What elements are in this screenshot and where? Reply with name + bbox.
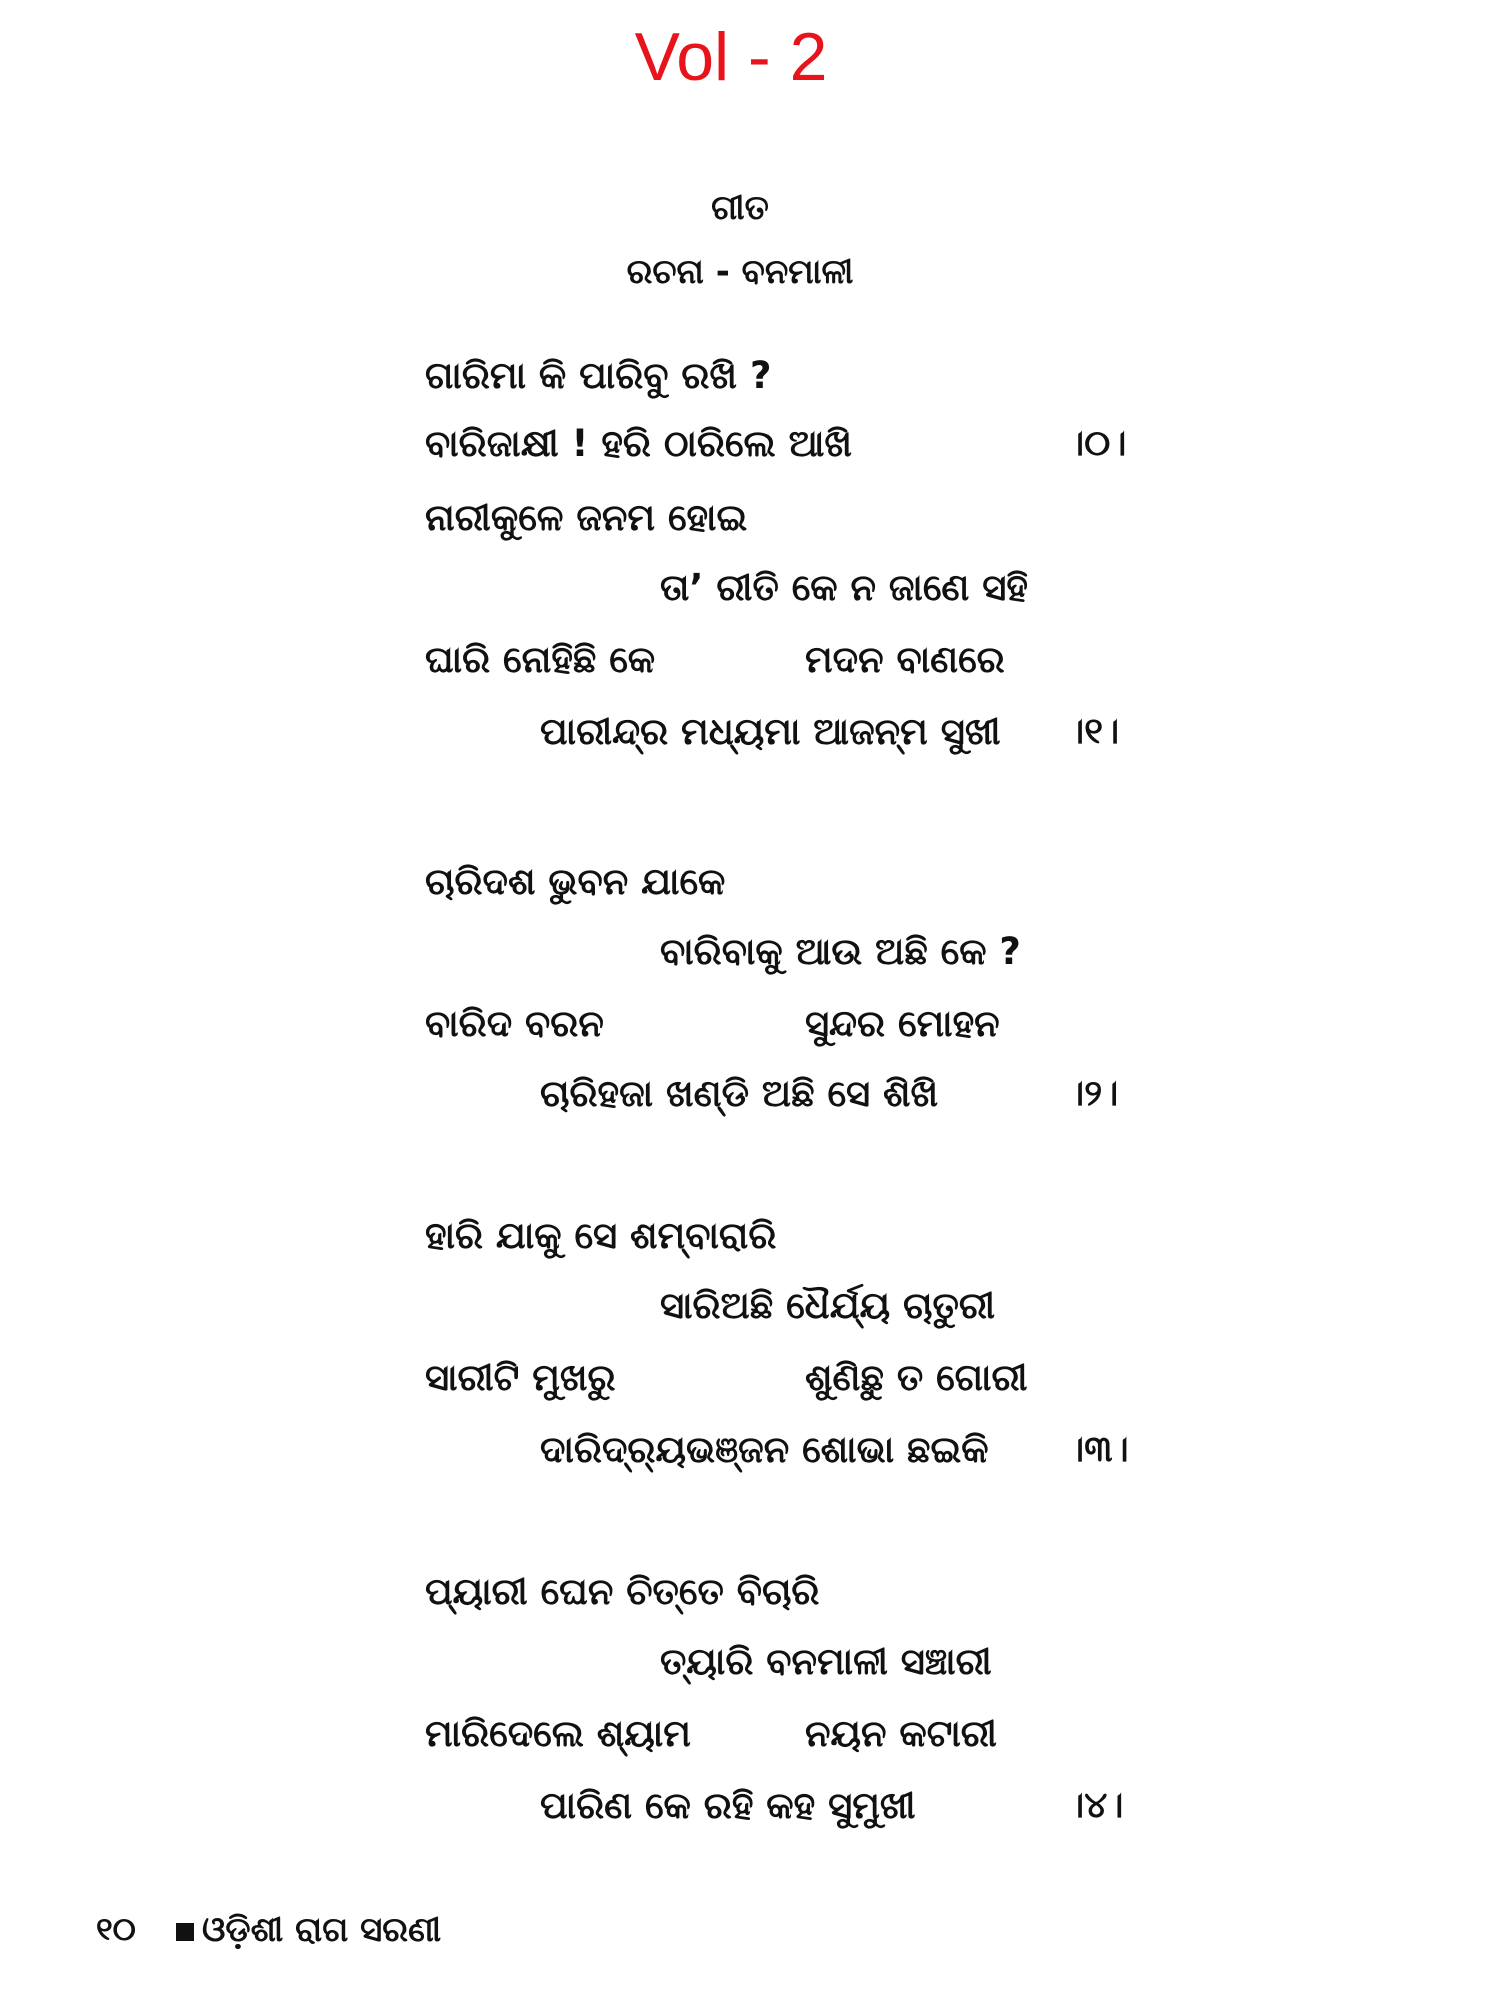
verse-line: ପାରିଣ କେ ରହି କହ ସୁମୁଖୀ [540,1784,916,1827]
verse-line: ତ୍ୟାରି ବନମାଳୀ ସଞ୍ଚାରୀ [660,1640,992,1683]
volume-title: Vol - 2 [634,19,828,95]
verse-line: ନାରୀକୁଳେ ଜନମ ହୋଇ [425,496,748,539]
verse-line: ଦାରିଦ୍ର୍ୟଭଞ୍ଜନ ଶୋଭା ଛଇକି [540,1428,989,1471]
verse-line: ବାରିଜାକ୍ଷୀ ! ହରି ଠାରିଲେ ଆଖି [425,422,853,465]
verse-number: ।୪। [1068,1785,1124,1826]
verse-number: ।୨। [1068,1073,1119,1114]
verse-line: ସାରିଅଛି ଧୈର୍ଯ୍ୟ ଚାତୁରୀ [660,1284,996,1327]
verse-line: ବାରିବାକୁ ଆଉ ଅଛି କେ ? [660,930,1021,973]
verse-line: ବାରିଦ ବରନ [425,1002,604,1045]
verse-line: ଘାରି ନୋହିଛି କେ [425,638,656,681]
verse-line: ତା’ ରୀତି କେ ନ ଜାଣେ ସହି [660,566,1028,609]
verse-line: ସାରୀଟି ମୁଖରୁ [425,1356,616,1399]
verse-line: ଶୁଣିଛୁ ତ ଗୋରୀ [805,1356,1028,1399]
author-line: ରଚନା - ବନମାଳୀ [626,252,854,292]
verse-line: ନୟନ କଟାରୀ [805,1712,997,1755]
song-type-heading: ଗୀତ [711,188,769,228]
verse-line: ପାରୀନ୍ଦ୍ର ମଧ୍ୟମା ଆଜନ୍ମ ସୁଖୀ [540,710,1001,753]
verse-line: ଚାରିହଜା ଖଣ୍ଡି ଅଛି ସେ ଶିଖି [540,1072,939,1115]
verse-line: ହାରି ଯାକୁ ସେ ଶମ୍ବାରାରି [425,1214,777,1257]
footer-square-icon [176,1923,194,1941]
verse-line: ମଦନ ବାଣରେ [805,638,1005,681]
verse-number: ।୩। [1068,1429,1129,1470]
footer-page-number: ୧୦ [96,1910,136,1948]
verse-number: ।୦। [1068,423,1127,464]
verse-line: ଗାରିମା କି ପାରିବୁ ରଖି ? [425,354,772,397]
verse-line: ପ୍ୟାରୀ ଘେନ ଚିତ୍ତେ ବିଚାରି [425,1570,820,1613]
verse-number: ।୧। [1068,711,1120,752]
footer-book-title: ଓଡ଼ିଶୀ ରାଗ ସରଣୀ [202,1910,442,1950]
verse-line: ମାରିଦେଲେ ଶ୍ୟାମ [425,1712,691,1755]
verse-line: ସୁନ୍ଦର ମୋହନ [805,1002,1000,1045]
verse-line: ଚାରିଦଶ ଭୁବନ ଯାକେ [425,860,726,903]
